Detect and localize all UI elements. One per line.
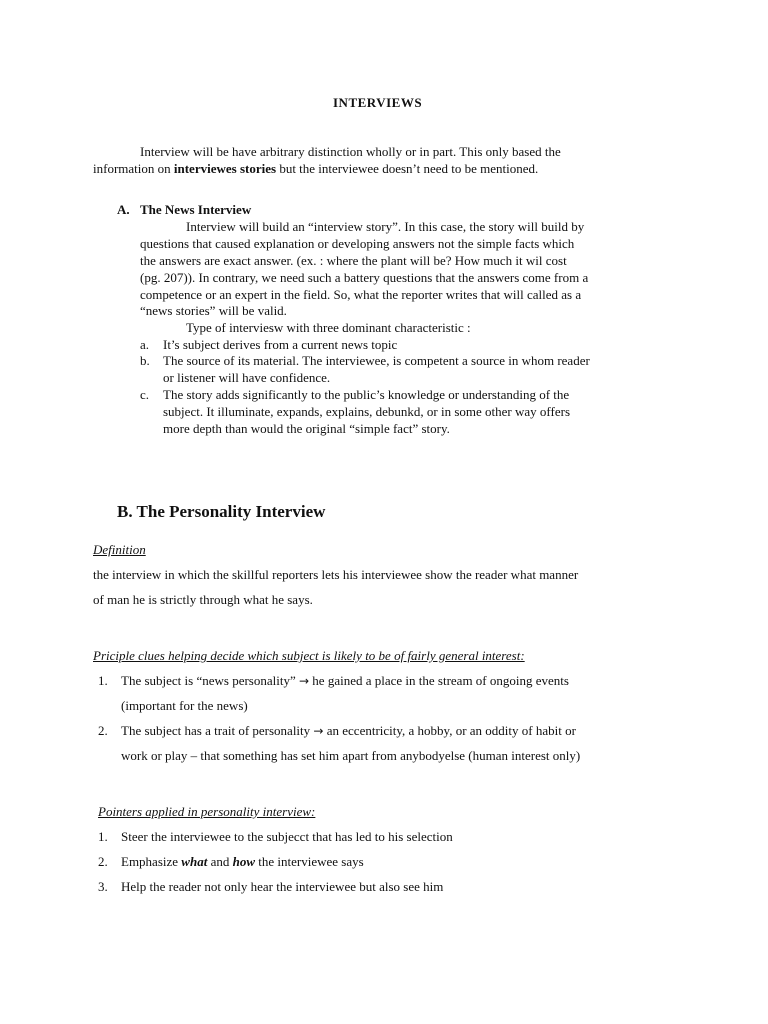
- intro-bold-term: interviewes stories: [173, 161, 277, 176]
- arrow-right-icon: →: [313, 724, 324, 738]
- list-item-text: It’s subject derives from a current news topic: [163, 337, 398, 352]
- pointer-text: Help the reader not only hear the interviewee but also see him: [121, 879, 444, 894]
- principle-text-start: The subject is “news personality”: [121, 673, 299, 688]
- intro-text-tail: but the interviewee doesn’t need to be mentioned.: [276, 161, 539, 176]
- list-marker: 1.: [98, 673, 108, 688]
- list-item-text: more depth than would the original “simple fact” story.: [163, 421, 450, 436]
- document-title: INTERVIEWS: [333, 95, 423, 110]
- section-a-para-line: the answers are exact answer. (ex. : where the plant will be? How much it wil cost: [140, 253, 567, 268]
- section-a-para-2: Type of interviesw with three dominant characteristic :: [186, 320, 471, 335]
- list-item-text: The story adds significantly to the public’s knowledge or understanding of the: [163, 387, 570, 402]
- section-a-para-line: “news stories” will be valid.: [140, 303, 287, 318]
- section-a-marker: A.: [117, 202, 130, 217]
- intro-line-1: Interview will be have arbitrary distinction wholly or in part. This only based the: [140, 144, 561, 159]
- list-item-text: subject. It illuminate, expands, explains, debunkd, or in some other way offers: [163, 404, 570, 419]
- intro-text: information on: [93, 161, 174, 176]
- emphasis-what: what: [181, 854, 208, 869]
- intro-line-2: [93, 160, 538, 177]
- pointers-label: Pointers applied in personality interview:: [98, 804, 316, 819]
- arrow-right-icon: →: [298, 674, 310, 688]
- principle-label: Priciple clues helping decide which subject is likely to be of fairly general interest:: [93, 648, 525, 663]
- definition-line: of man he is strictly through what he says.: [93, 592, 313, 607]
- definition-label: Definition: [93, 542, 146, 557]
- section-a-para-line: Interview will build an “interview story”. In this case, the story will build by: [186, 219, 585, 234]
- section-a-para-line: (pg. 207)). In contrary, we need such a battery questions that the answers come from a: [140, 270, 589, 285]
- pointer-text-start: Emphasize: [121, 854, 182, 869]
- list-marker: 2.: [98, 854, 108, 869]
- list-marker: a.: [140, 337, 150, 352]
- section-a-para-line: competence or an expert in the field. So, what the reporter writes that will called as a: [140, 287, 582, 302]
- section-a-para-line: questions that caused explanation or developing answers not the simple facts which: [140, 236, 575, 251]
- pointer-text-end: the interviewee says: [255, 854, 364, 869]
- pointer-text: [121, 853, 364, 870]
- definition-line: the interview in which the skillful reporters lets his interviewee show the reader what manner: [93, 567, 579, 582]
- list-marker: b.: [140, 353, 150, 368]
- list-marker: 2.: [98, 723, 108, 738]
- principle-text: [121, 722, 576, 740]
- principle-text: [121, 672, 569, 690]
- emphasis-how: how: [232, 854, 255, 869]
- principle-text-line-2: (important for the news): [121, 698, 248, 713]
- list-marker: 1.: [98, 829, 108, 844]
- pointer-text-mid: and: [207, 854, 233, 869]
- section-b-heading: B. The Personality Interview: [117, 502, 326, 521]
- list-marker: c.: [140, 387, 150, 402]
- principle-text-end: an eccentricity, a hobby, or an oddity of habit or: [323, 723, 576, 738]
- list-item-text: or listener will have confidence.: [163, 370, 331, 385]
- list-item-text: The source of its material. The interviewee, is competent a source in whom reader: [163, 353, 590, 368]
- section-a-heading: The News Interview: [140, 202, 252, 217]
- pointer-text: Steer the interviewee to the subjecct that has led to his selection: [121, 829, 453, 844]
- principle-text-end: he gained a place in the stream of ongoing events: [309, 673, 569, 688]
- list-marker: 3.: [98, 879, 108, 894]
- principle-text-start: The subject has a trait of personality: [121, 723, 314, 738]
- principle-text-line-2: work or play – that something has set him apart from anybodyelse (human interest only): [121, 748, 581, 763]
